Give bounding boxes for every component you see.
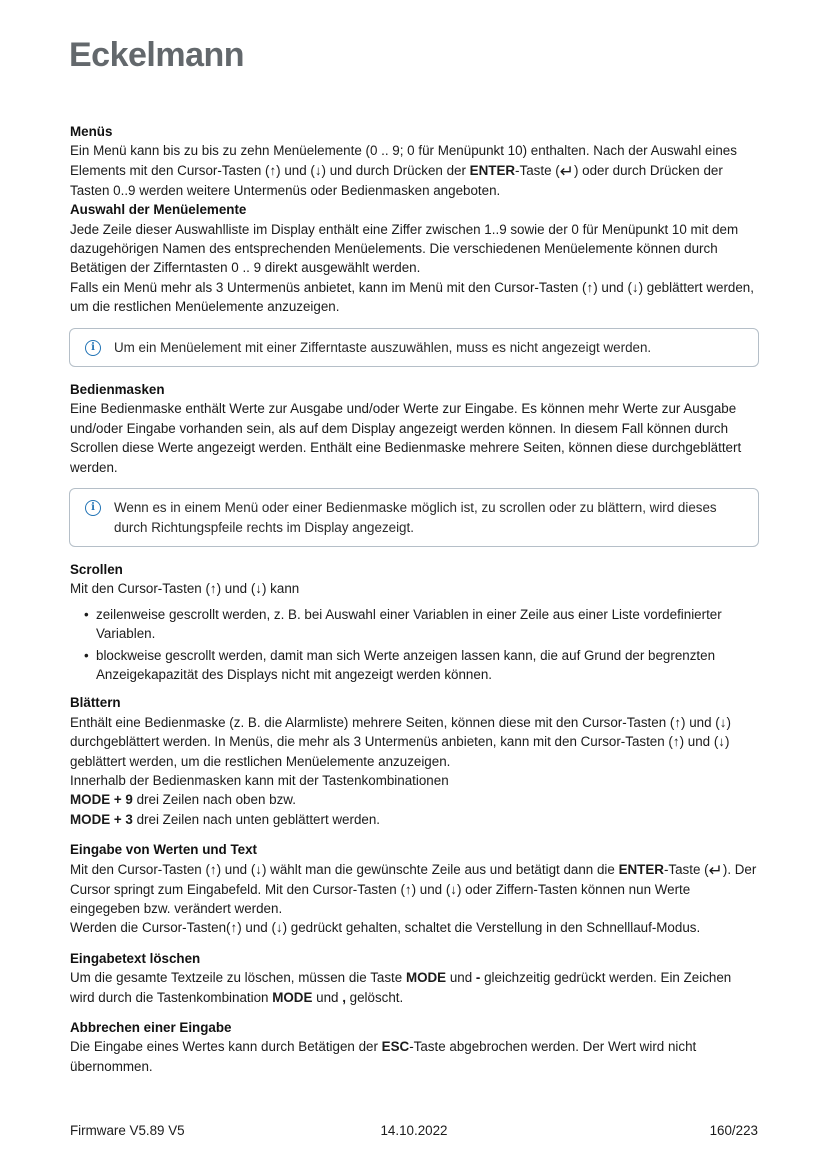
footer-date: 14.10.2022 bbox=[380, 1123, 448, 1138]
key-label-comma: , bbox=[342, 989, 346, 1005]
paragraph-mode3 bbox=[70, 810, 758, 829]
heading-menus: Menüs bbox=[70, 124, 113, 139]
text-run: drei Zeilen nach oben bzw. bbox=[132, 792, 296, 808]
paragraph-loeschen bbox=[70, 968, 758, 1007]
enter-key-icon: ↵ bbox=[559, 161, 574, 182]
key-combo-mode-3: MODE + 3 bbox=[70, 811, 133, 827]
text-run: drei Zeilen nach unten geblättert werden. bbox=[132, 811, 381, 827]
scrollen-bullet-list bbox=[70, 605, 758, 685]
heading-bedienmasken: Bedienmasken bbox=[70, 382, 165, 398]
text-run: -Taste abgebrochen werden. Der Wert wird nicht übernommen. bbox=[70, 1039, 697, 1074]
paragraph-blaettern-2: Innerhalb der Bedienmasken kann mit der Tastenkombinationen bbox=[70, 772, 449, 788]
paragraph-eingabe-2: Werden die Cursor-Tasten(↑) und (↓) gedrückt gehalten, schaltet die Verstellung in den Schnelllauf-Modus. bbox=[70, 920, 701, 936]
paragraph-mode9 bbox=[70, 790, 758, 809]
enter-key-icon: ↵ bbox=[708, 860, 723, 881]
text-run: Mit den Cursor-Tasten (↑) und (↓) wählt man die gewünschte Zeile aus und betätigt dann die bbox=[70, 861, 619, 877]
heading-blaettern: Blättern bbox=[70, 695, 121, 711]
paragraph-bedienmasken: Eine Bedienmaske enthält Werte zur Ausgabe und/oder Werte zur Eingabe. Es können mehr Werte zur Ausgabe und/oder Eingabe vorhanden sein, als auf dem Display angezeigt werden können. In diesem Fall können durch Scrollen diese Werte angezeigt werden. Enthält eine Bedienmaske mehrere Seiten, können diese durchgeblättert werden. bbox=[70, 401, 742, 475]
text-run: Um die gesamte Textzeile zu löschen, müssen die Taste bbox=[70, 970, 406, 986]
heading-scrollen: Scrollen bbox=[70, 561, 123, 577]
text-run: und bbox=[446, 970, 476, 986]
key-label-minus: - bbox=[475, 970, 481, 986]
text-run: ) oder durch Drücken der Tasten 0..9 werden weitere Untermenüs oder Bedienmasken angeboten. bbox=[70, 162, 723, 198]
text-run: ). Der Cursor springt zum Eingabefeld. Mit den Cursor-Tasten (↑) und (↓) oder Ziffern-Tasten können nun Werte eingegeben bzw. verändert werden. bbox=[70, 861, 757, 916]
key-label-enter: ENTER bbox=[469, 162, 516, 178]
text-run: Ein Menü kann bis zu bis zu zehn Menüelemente (0 .. 9; 0 für Menüpunkt 10) enthalten. Nach der Auswahl eines Elements mit den Cursor-Tasten (↑) und (↓) und durch Drücken der bbox=[70, 143, 737, 178]
list-item: • blockweise gescrollt werden, damit man sich Werte anzeigen lassen kann, die auf Grund der begrenzten Anzeigekapazität des Displays nicht mit angezeigt werden können. bbox=[84, 646, 758, 685]
heading-eingabetext-loeschen: Eingabetext löschen bbox=[70, 950, 201, 966]
key-combo-mode-9: MODE + 9 bbox=[70, 792, 133, 808]
footer-page-number: 160/223 bbox=[709, 1123, 758, 1138]
info-note-text: Wenn es in einem Menü oder einer Bedienmaske möglich ist, zu scrollen oder zu blättern, wird dieses durch Richtungspfeile rechts im Display angezeigt. bbox=[114, 500, 717, 535]
company-logo: Eckelmann bbox=[69, 36, 245, 74]
paragraph-eingabe-1 bbox=[70, 860, 758, 919]
text-run: -Taste ( bbox=[515, 162, 560, 178]
paragraph-scrollen-intro: Mit den Cursor-Tasten (↑) und (↓) kann bbox=[70, 581, 300, 597]
paragraph-menus bbox=[70, 141, 758, 200]
paragraph-auswahl-1: Jede Zeile dieser Auswahlliste im Display enthält eine Ziffer zwischen 1..9 sowie der 0 für Menüpunkt 10 mit dem dazugehörigen Namen des entsprechenden Menüelements. Die verschiedenen Menüelemente können durch Betätigen der Zifferntasten 0 .. 9 direkt ausgewählt werden. bbox=[70, 221, 739, 276]
key-label-esc: ESC bbox=[381, 1039, 410, 1055]
paragraph-auswahl-2: Falls ein Menü mehr als 3 Untermenüs anbietet, kann im Menü mit den Cursor-Tasten (↑) und (↓) geblättert werden, um die restlichen Menüelemente anzuzeigen. bbox=[70, 279, 754, 315]
info-icon: i bbox=[85, 340, 101, 356]
text-run: gleichzeitig gedrückt werden. Ein Zeichen wird durch die Tastenkombination bbox=[70, 970, 732, 1005]
page-footer bbox=[70, 1121, 758, 1140]
info-note-text: Um ein Menüelement mit einer Zifferntaste auszuwählen, muss es nicht angezeigt werden. bbox=[114, 339, 652, 355]
heading-abbrechen-einer-eingabe: Abbrechen einer Eingabe bbox=[70, 1020, 232, 1036]
info-note-zifferntaste bbox=[69, 328, 759, 367]
text-run: und bbox=[312, 989, 343, 1005]
key-label-enter: ENTER bbox=[618, 861, 664, 877]
text-run: Die Eingabe eines Wertes kann durch Betätigen der bbox=[70, 1039, 382, 1055]
info-note-richtungspfeile bbox=[69, 488, 759, 547]
text-run: -Taste ( bbox=[663, 861, 709, 877]
heading-auswahl-der-menueelemente: Auswahl der Menüelemente bbox=[70, 202, 247, 218]
info-icon: i bbox=[85, 500, 101, 516]
text-run: gelöscht. bbox=[345, 989, 404, 1005]
paragraph-blaettern-1: Enthält eine Bedienmaske (z. B. die Alarmliste) mehrere Seiten, können diese mit den Cursor-Tasten (↑) und (↓) durchgeblättert werden. In Menüs, die mehr als 3 Untermenüs anbieten, kann mit den Cursor-Tasten (↑) und (↓) geblättert werden, um die restlichen Menüelemente anzuzeigen. bbox=[70, 714, 731, 769]
key-label-mode: MODE bbox=[405, 970, 447, 986]
list-item: • zeilenweise gescrollt werden, z. B. bei Auswahl einer Variablen in einer Zeile aus einer Liste vordefinierter Variablen. bbox=[84, 605, 758, 644]
footer-firmware-version: Firmware V5.89 V5 bbox=[70, 1123, 185, 1138]
page-content bbox=[70, 122, 758, 1076]
heading-eingabe-von-werten: Eingabe von Werten und Text bbox=[70, 842, 257, 858]
key-label-mode: MODE bbox=[272, 989, 313, 1005]
paragraph-abbrechen bbox=[70, 1037, 758, 1076]
